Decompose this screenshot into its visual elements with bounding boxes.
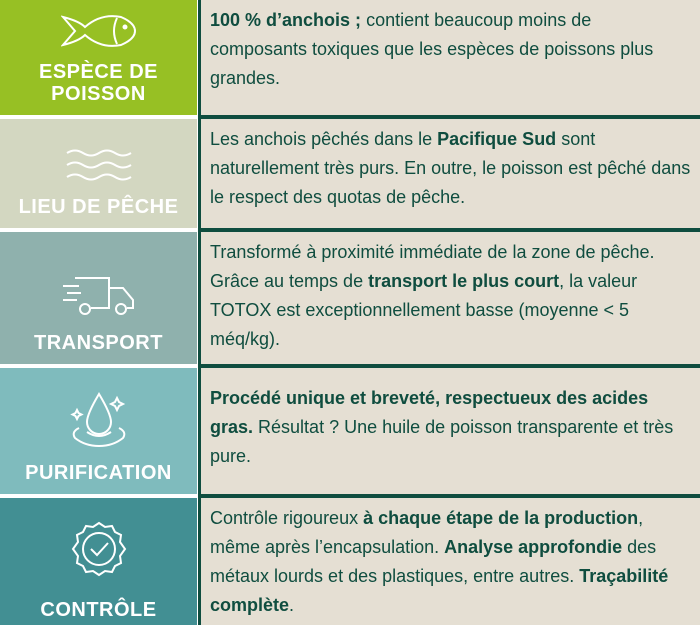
text-bold: 100 % d’anchois ;: [210, 10, 362, 30]
check-badge-icon: [71, 521, 127, 577]
description: [198, 0, 700, 115]
text: , la valeur TOTOX est exceptionnellement basse (moyenne < 5 méq/kg).: [210, 271, 638, 349]
row-transport: [0, 232, 700, 364]
text: Résultat ? Une huile de poisson transparente et très pure.: [210, 417, 674, 466]
text: contient beaucoup moins de composants toxiques que les espèces de poissons plus grandes.: [210, 10, 654, 88]
row-fishing-area: [0, 119, 700, 228]
text: Transformé à proximité immédiate de la zone de pêche. Grâce au temps de: [210, 242, 655, 291]
fish-icon: [61, 13, 137, 49]
text: sont naturellement très purs. En outre, le poisson est pêché dans le respect des quotas de pêche.: [210, 129, 691, 207]
description: [198, 368, 700, 494]
text: des métaux lourds et des plastiques, entre autres.: [210, 537, 657, 586]
text-bold: à chaque étape de la production: [363, 508, 639, 528]
waves-icon: [65, 148, 133, 182]
text-bold: Pacifique Sud: [437, 129, 557, 149]
text-bold: transport le plus court: [368, 271, 560, 291]
label-cell: [0, 232, 197, 364]
water-drop-icon: [69, 392, 129, 448]
text: .: [289, 595, 295, 615]
text: , même après l’encapsulation.: [210, 508, 644, 557]
label-line: ESPÈCE DE: [39, 61, 158, 83]
row-fish-species: [0, 0, 700, 115]
label-cell: [0, 119, 197, 228]
description: [198, 498, 700, 625]
description: [198, 232, 700, 364]
text: Les anchois pêchés dans le: [210, 129, 438, 149]
label-line: CONTRÔLE: [40, 599, 157, 621]
row-control: [0, 498, 700, 625]
text-bold: Analyse approfondie: [444, 537, 623, 557]
row-purification: [0, 368, 700, 494]
label-cell: [0, 368, 197, 494]
label-cell: [0, 0, 197, 115]
label-line: LIEU DE PÊCHE: [18, 196, 179, 218]
label-line: POISSON: [51, 83, 146, 105]
text-bold: Procédé unique et breveté, respectueux des acides gras.: [210, 388, 649, 437]
text-bold: Traçabilité complète: [210, 566, 669, 615]
description: [198, 119, 700, 228]
label-cell: [0, 498, 197, 625]
label-line: TRANSPORT: [34, 332, 163, 354]
text: Contrôle rigoureux: [210, 508, 364, 528]
label-line: PURIFICATION: [25, 462, 172, 484]
truck-icon: [61, 274, 137, 318]
